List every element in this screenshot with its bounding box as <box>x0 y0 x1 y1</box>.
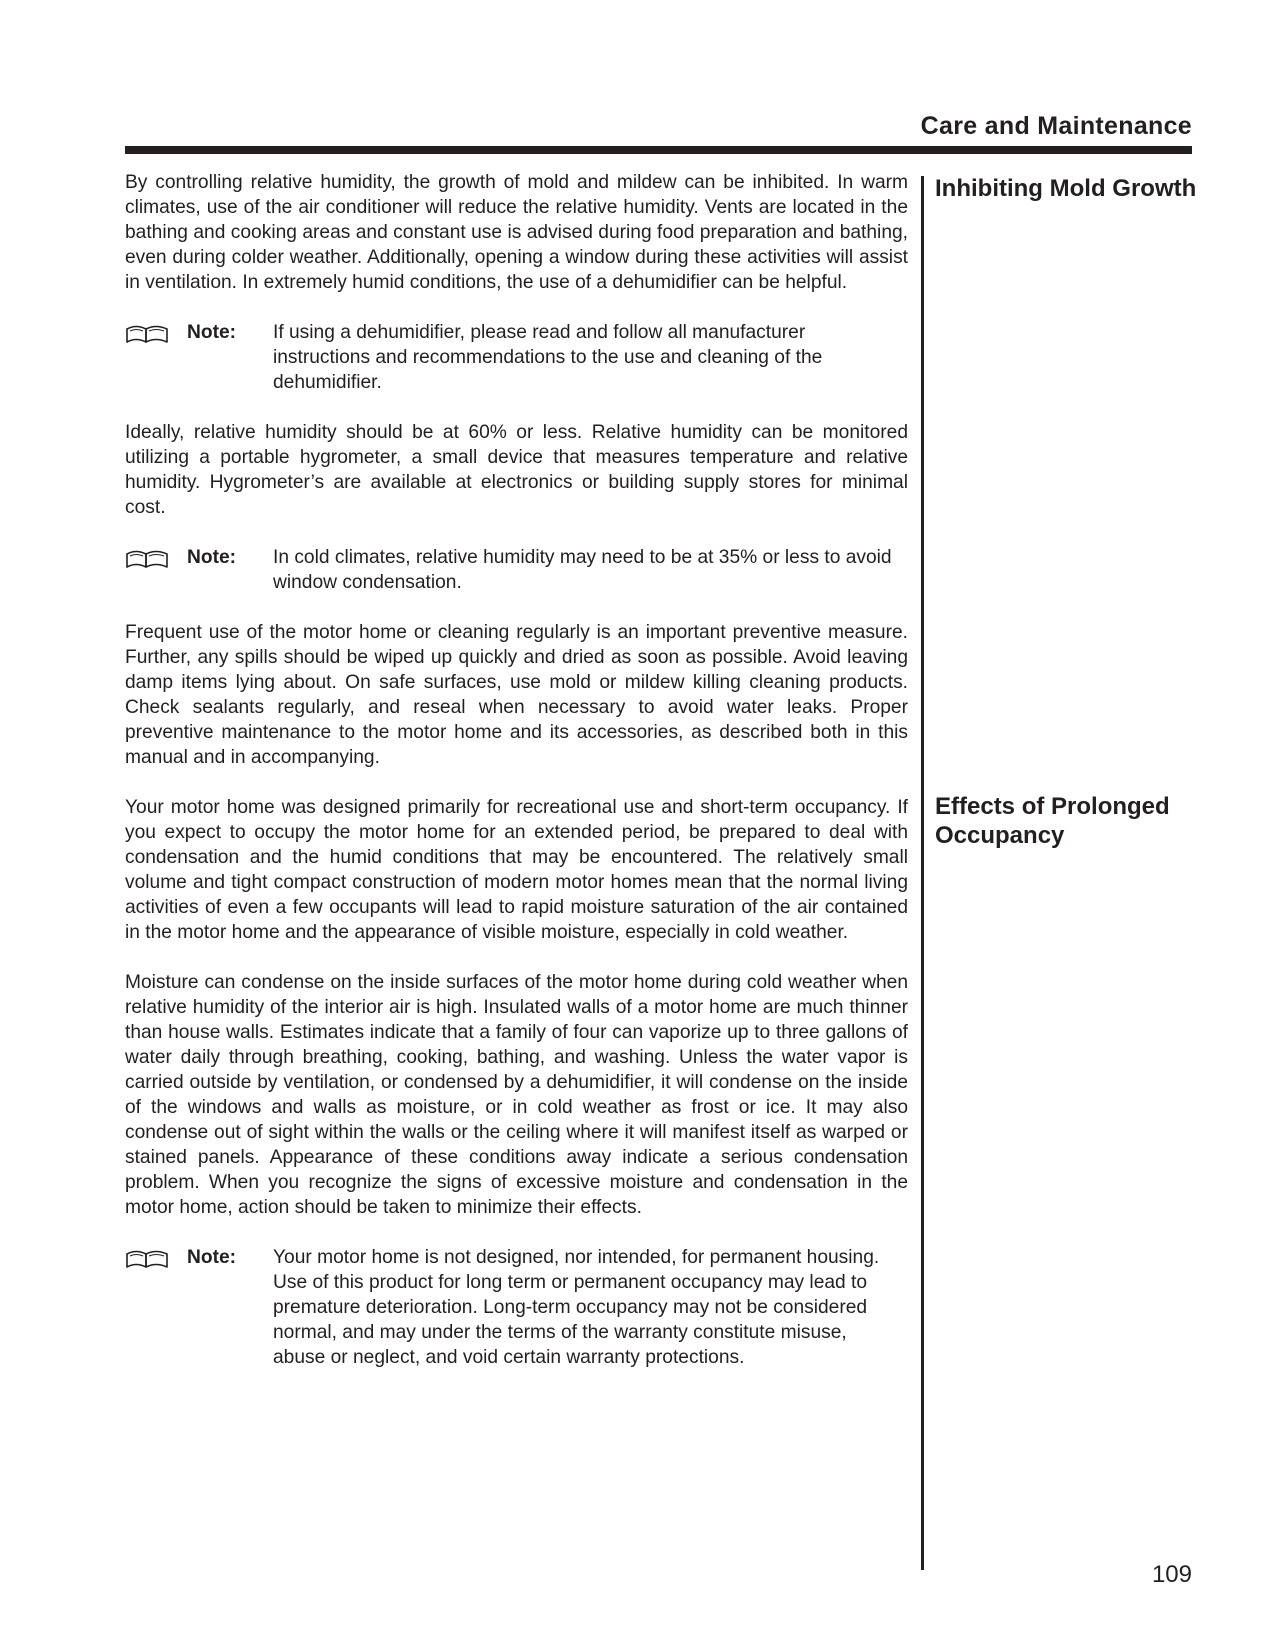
open-book-icon <box>125 323 169 345</box>
main-content <box>125 170 908 1370</box>
note-label: Note: <box>187 547 237 568</box>
paragraph-preventive-measures: Frequent use of the motor home or cleaning regularly is an important preventive measure. Further, any spills should be wiped up quickly and dried as soon as possible. Avoid leaving damp items lying about. On safe surfaces, use mold or mildew killing cleaning products. Check sealants regularly, and reseal when necessary to avoid water leaks. Proper preventive maintenance to the motor home and its accessories, as described both in this manual and in accompanying. <box>125 622 908 768</box>
note-text: If using a dehumidifier, please read and follow all manufacturer instructions and recommendations to the use and cleaning of the dehumidifier. <box>273 322 823 393</box>
section-title: Care and Maintenance <box>920 112 1192 140</box>
note-text: Your motor home is not designed, nor intended, for permanent housing. Use of this product for long term or permanent occupancy may lead to premature deterioration. Long-term occupancy may not be considered normal, and may under the terms of the warranty constitute misuse, abuse or neglect, and void certain warranty protections. <box>273 1247 880 1368</box>
note-label: Note: <box>187 1247 237 1268</box>
paragraph-hygrometer: Ideally, relative humidity should be at 60% or less. Relative humidity can be monitored utilizing a portable hygrometer, a small device that measures temperature and relative humidity. Hygrometer’s are available at electronics or building supply stores for minimal cost. <box>125 422 908 518</box>
paragraph-condensation: Moisture can condense on the inside surfaces of the motor home during cold weather when relative humidity of the interior air is high. Insulated walls of a motor home are much thinner than house walls. Estimates indicate that a family of four can vaporize up to three gallons of water daily through breathing, cooking, bathing, and washing. Unless the water vapor is carried outside by ventilation, or condensed by a dehumidifier, it will condense on the inside of the windows and walls as moisture, or in cold weather as frost or ice. It may also condense out of sight within the walls or the ceiling where it will manifest itself as warped or stained panels. Appearance of these conditions away indicate a serious condensation problem. When you recognize the signs of excessive moisture and condensation in the motor home, action should be taken to minimize their effects. <box>125 972 908 1218</box>
paragraph-humidity-control: By controlling relative humidity, the growth of mold and mildew can be inhibited. In warm climates, use of the air conditioner will reduce the relative humidity. Vents are located in the bathing and cooking areas and constant use is advised during food preparation and bathing, even during colder weather. Additionally, opening a window during these activities will assist in ventilation. In extremely humid conditions, the use of a dehumidifier can be helpful. <box>125 172 908 293</box>
open-book-icon <box>125 1248 169 1270</box>
page-number: 109 <box>1151 1561 1192 1588</box>
note-text: In cold climates, relative humidity may need to be at 35% or less to avoid window condensation. <box>273 547 892 593</box>
paragraph-occupancy: Your motor home was designed primarily for recreational use and short-term occupancy. If you expect to occupy the motor home for an extended period, be prepared to deal with condensation and the humid conditions that may be encountered. The relatively small volume and tight compact construction of modern motor homes mean that the normal living activities of even a few occupants will lead to rapid moisture saturation of the air contained in the motor home and the appearance of visible moisture, especially in cold weather. <box>125 797 908 943</box>
note-dehumidifier <box>125 320 908 395</box>
column-divider <box>921 176 924 1570</box>
sidebar-heading-inhibiting-mold-growth: Inhibiting Mold Growth <box>935 175 1197 202</box>
sidebar-heading-prolonged-occupancy: Effects of Prolonged Occupancy <box>935 793 1170 849</box>
note-permanent-housing <box>125 1245 908 1370</box>
note-cold-climates <box>125 545 908 595</box>
header-rule <box>125 146 1192 154</box>
note-label: Note: <box>187 322 237 343</box>
open-book-icon <box>125 548 169 570</box>
